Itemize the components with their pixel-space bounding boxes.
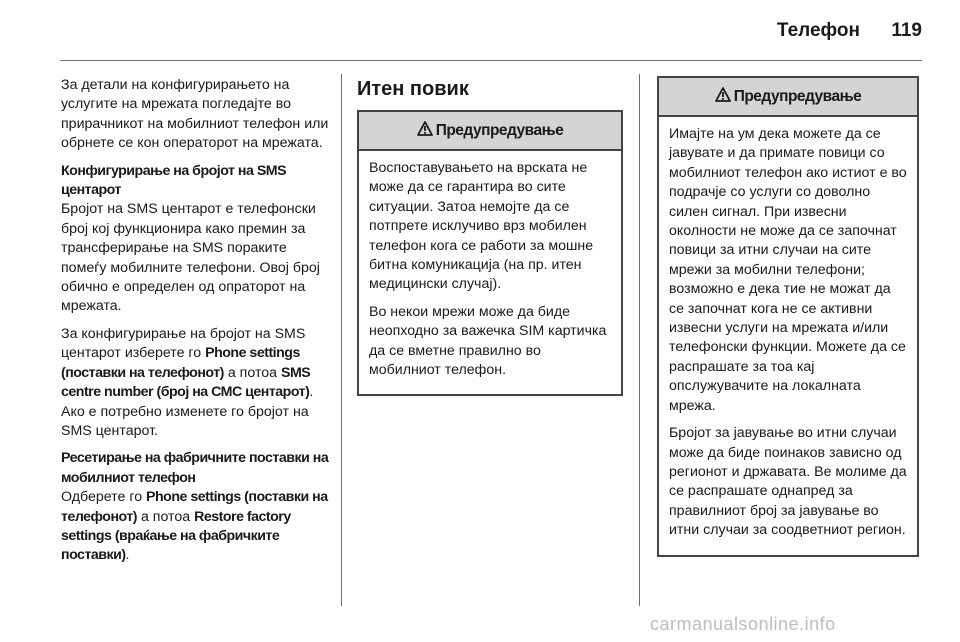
text-run: . xyxy=(125,547,130,564)
factory-reset-heading: Ресетирање на фабричните поставки на мобилниот телефон xyxy=(61,450,329,486)
warning-title: Предупредување xyxy=(435,121,564,139)
warning-triangle-icon xyxy=(417,121,433,141)
warning-paragraph: Воспоставувањето на врската не може да се гарантира во сите ситуации. Затоа немојте да се потпрете исклучиво врз мобилен телефон кога се работи за мошне битна комуникација (на пр. итен медицински случај). xyxy=(369,160,594,293)
column-2 xyxy=(357,76,623,110)
emergency-call-heading: Итен повик xyxy=(357,78,469,100)
menu-ref-sms-centre-number: SMS centre number (број на СМС центарот) xyxy=(61,364,311,401)
page-number: 119 xyxy=(891,20,922,41)
sms-centre-paragraph: Бројот на SMS центарот е телефонски број кој функционира како премин за трансферирање на SMS пораките помеѓу мобилните телефони. Овој број обично е определен од опраторот на мрежата. xyxy=(61,201,320,315)
sms-centre-heading: Конфигурирање на бројот на SMS центарот xyxy=(61,162,287,199)
page-title: Телефон xyxy=(776,20,860,41)
sms-centre-instructions xyxy=(61,325,336,441)
warning-paragraph: Бројот за јавување во итни случаи може да биде поинаков зависно од регионот и државата. Ве молиме да се распрашате однапред за правилниот број за јавување во итни случаи за соодветниот регион. xyxy=(669,425,907,539)
warning-header xyxy=(359,112,621,151)
column-divider-2 xyxy=(639,74,640,606)
text-run: . Ако е потребно изменете го бројот на SMS центарот. xyxy=(61,384,314,439)
warning-paragraph: Во некои мрежи може да биде неопходно за важечка SIM картичка да се вметне правилно во мобилниот телефон. xyxy=(369,303,607,379)
text-run: а потоа xyxy=(223,364,282,381)
text-run: а потоа xyxy=(137,508,195,525)
warning-header xyxy=(659,78,917,117)
warning-triangle-icon xyxy=(715,87,731,107)
menu-ref-phone-settings: Phone settings (поставки на телефонот) xyxy=(61,345,300,381)
text-run: Одберете го xyxy=(61,489,147,506)
column-1 xyxy=(61,76,336,574)
warning-box-2 xyxy=(657,76,919,557)
warning-title: Предупредување xyxy=(733,87,862,105)
warning-paragraph: Имајте на ум дека можете да се јавувате и да примате повици со мобилниот телефон ако истиот е во подрачје со услуги со доволно силен сигнал. При извесни околности не може да се започнат повици за итни случаи на сите мрежи за мобилни телефони; возможно е дека тие не можат да се започнат кога не се активни извесни услуги на мрежата и/или телефонски функции. Можете да се распрашате за тоа кај опслужувачите на локалната мрежа. xyxy=(669,126,907,414)
watermark: carmanualsonline.info xyxy=(650,614,836,634)
page-header xyxy=(0,0,960,62)
text-run: За конфигурирање на бројот на SMS центарот изберете го xyxy=(61,325,306,362)
header-rule xyxy=(60,60,922,61)
menu-ref-restore-factory: Restore factory settings (враќање на фабричките поставки) xyxy=(61,508,291,564)
warning-body xyxy=(659,117,917,555)
intro-paragraph: За детали на конфигурирањето на услугите на мрежата погледајте во прирачникот на мобилниот телефон или обрнете се кон операторот на мрежата. xyxy=(61,77,329,152)
factory-reset-instructions xyxy=(61,488,336,566)
column-divider-1 xyxy=(341,74,342,606)
warning-box-1 xyxy=(357,110,623,396)
menu-ref-phone-settings: Phone settings (поставки на телефонот) xyxy=(61,489,328,525)
warning-body xyxy=(359,151,621,394)
